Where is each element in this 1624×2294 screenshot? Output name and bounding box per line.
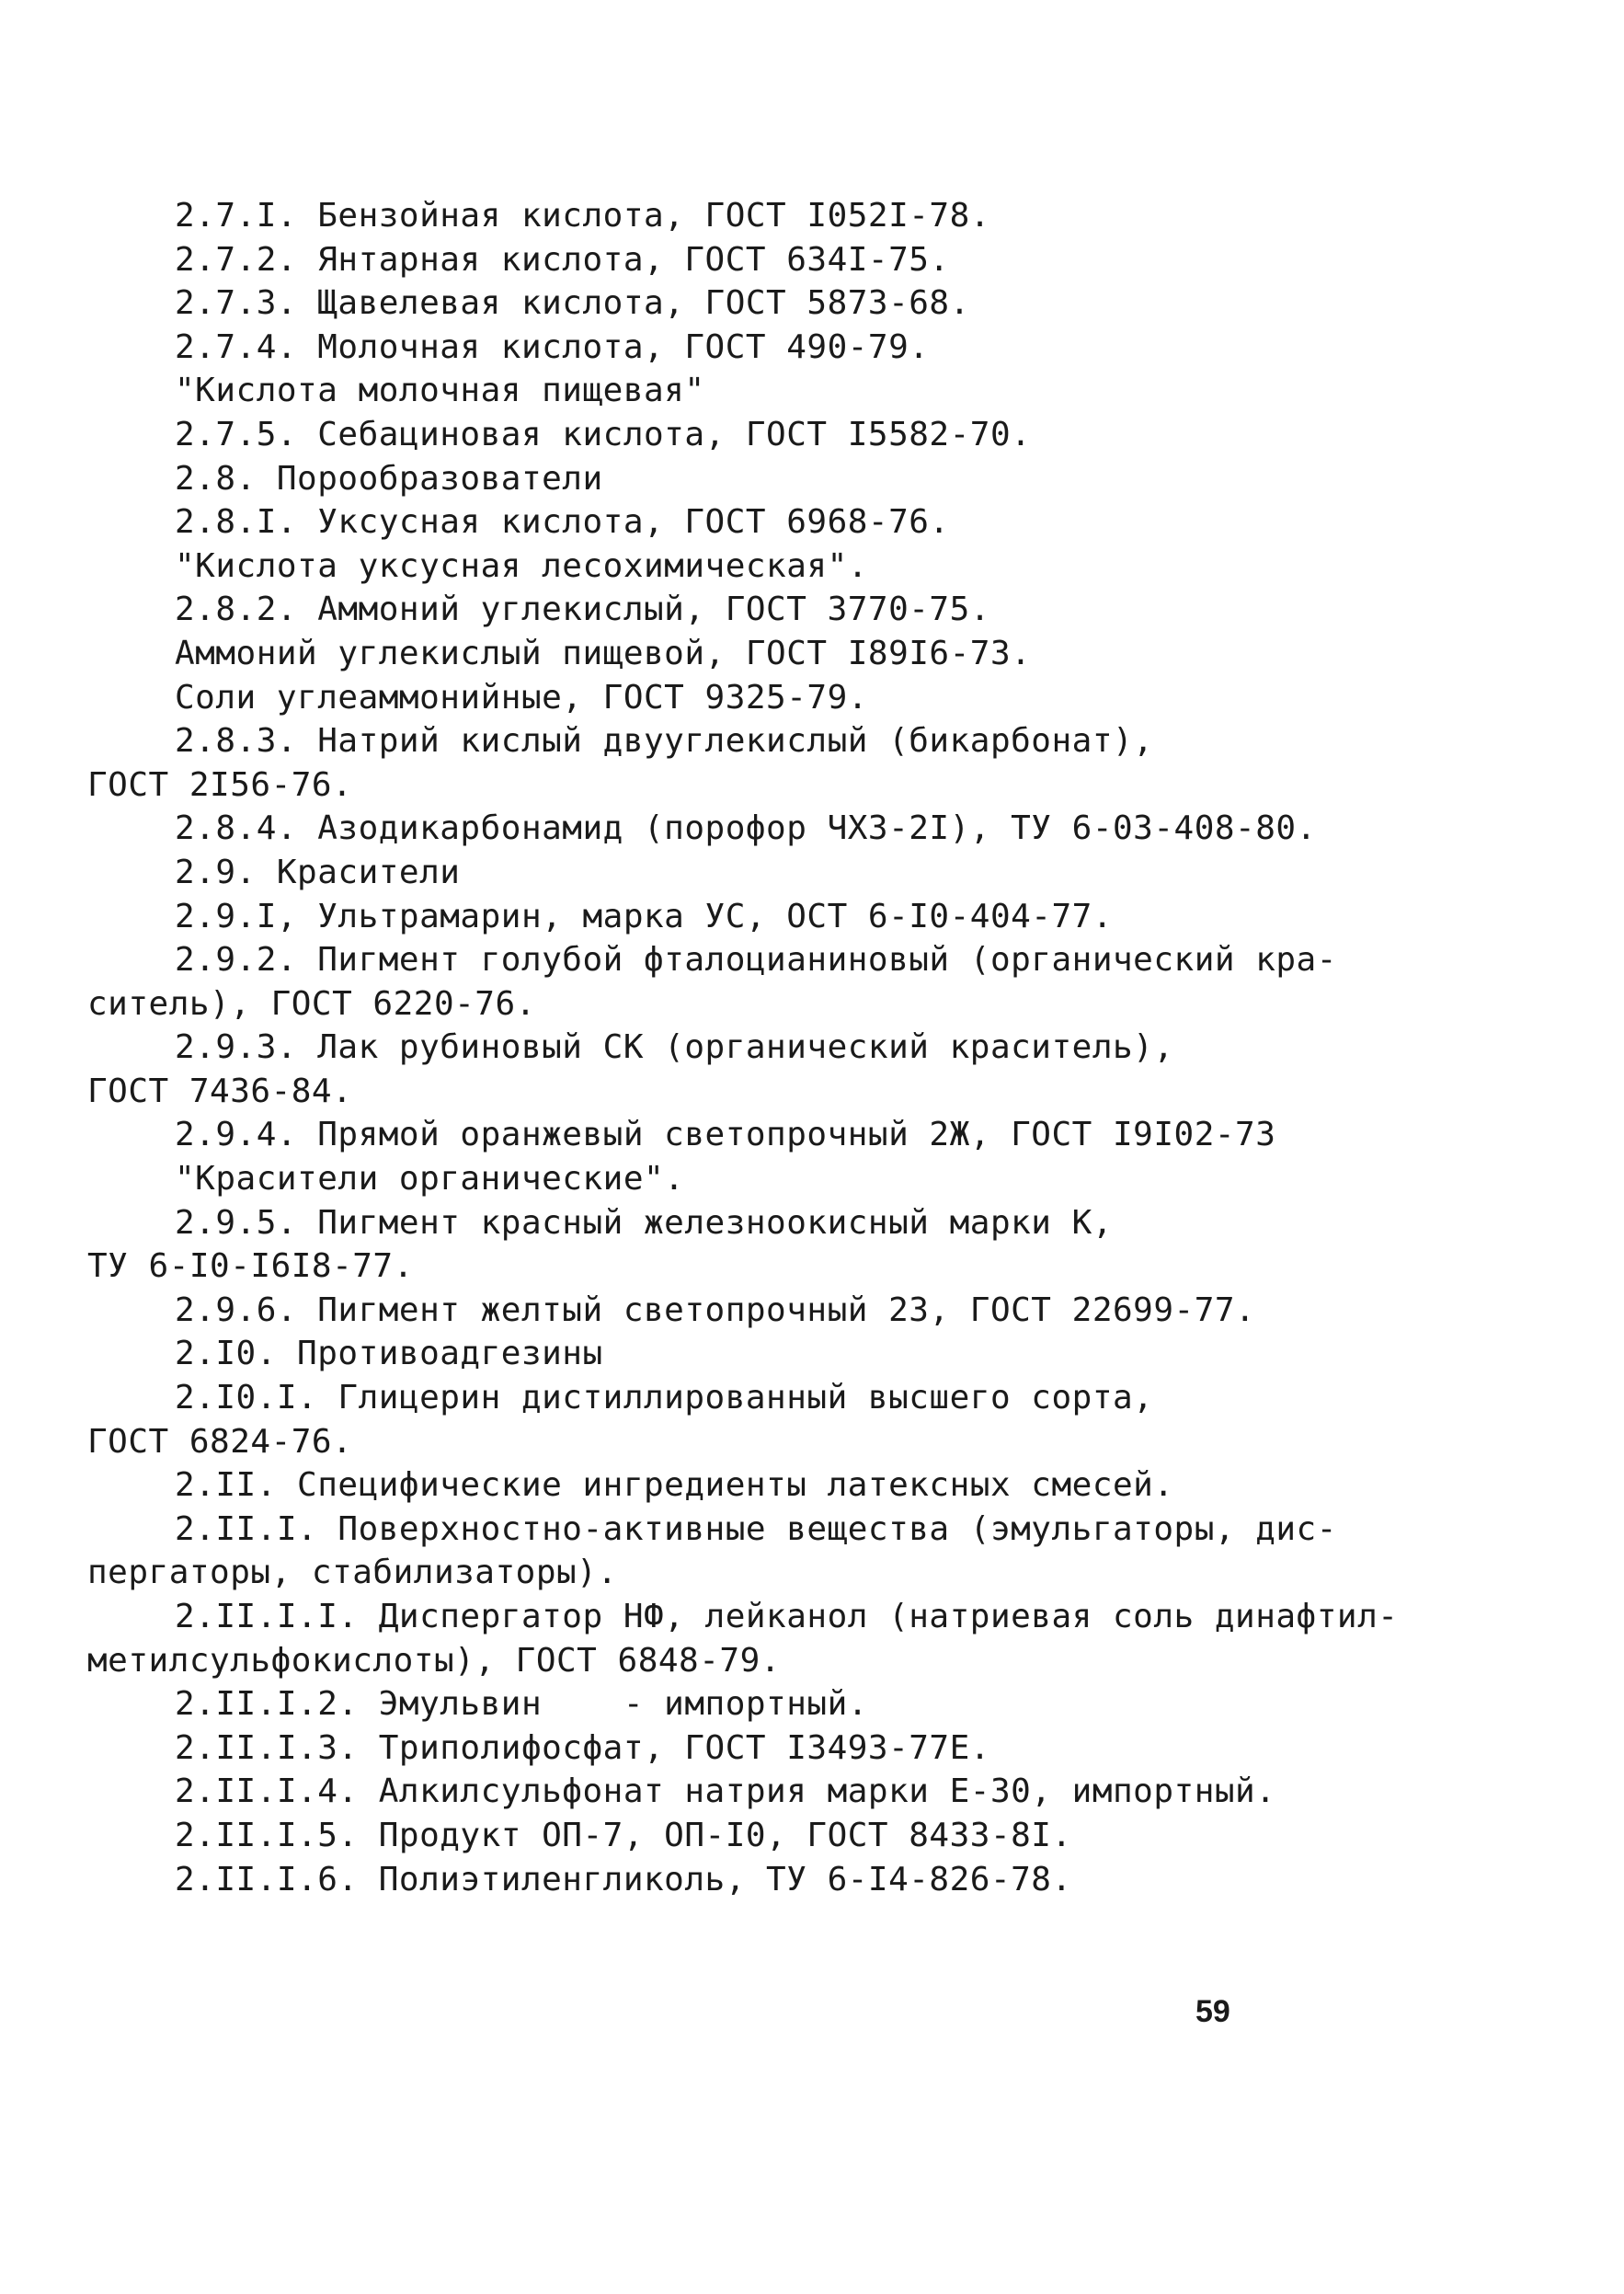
text-line: 2.8.2. Аммоний углекислый, ГОСТ 3770-75.	[175, 591, 990, 629]
page-number: 59	[1195, 1994, 1230, 2029]
text-line: 2.7.I. Бензойная кислота, ГОСТ I052I-78.	[175, 197, 990, 235]
text-line: "Кислота молочная пищевая"	[175, 372, 705, 410]
text-line: 2.8.4. Азодикарбонамид (порофор ЧХЗ-2I), ТУ 6-03-408-80.	[175, 809, 1317, 848]
text-line: Аммоний углекислый пищевой, ГОСТ I89I6-73.	[175, 634, 1032, 672]
text-line: ТУ 6-I0-I6I8-77.	[87, 1247, 414, 1286]
text-line: 2.II.I.4. Алкилсульфонат натрия марки Е-30, импортный.	[175, 1772, 1276, 1811]
text-line: ГОСТ 6824-76.	[87, 1422, 353, 1461]
text-line: 2.9.4. Прямой оранжевый светопрочный 2Ж, ГОСТ I9I02-73	[175, 1116, 1276, 1154]
text-line: 2.9.6. Пигмент желтый светопрочный 23, ГОСТ 22699-77.	[175, 1290, 1256, 1329]
text-line: "Кислота уксусная лесохимическая".	[175, 546, 868, 585]
text-line: пергаторы, стабилизаторы).	[87, 1554, 618, 1592]
text-line: "Красители органические".	[175, 1160, 685, 1199]
text-line: ГОСТ 7436-84.	[87, 1072, 353, 1110]
text-line: 2.II.I.2. Эмульвин - импортный.	[175, 1685, 868, 1724]
text-line: 2.I0. Противоадгезины	[175, 1335, 603, 1373]
text-line: 2.II.I.I. Диспергатор НФ, лейканол (натриевая соль динафтил-	[175, 1598, 1399, 1635]
text-line: 2.II. Специфические ингредиенты латексных смесей.	[175, 1466, 1174, 1505]
text-line: 2.9.5. Пигмент красный железноокисный марки К,	[175, 1203, 1113, 1242]
document-body	[0, 194, 1624, 1901]
text-line: ГОСТ 2I56-76.	[87, 765, 353, 804]
text-line: 2.7.2. Янтарная кислота, ГОСТ 634I-75.	[175, 240, 950, 279]
text-line: 2.7.5. Себациновая кислота, ГОСТ I5582-70.	[175, 415, 1032, 453]
text-line: 2.II.I.5. Продукт ОП-7, ОП-I0, ГОСТ 8433-8I.	[175, 1816, 1072, 1854]
text-line: 2.7.4. Молочная кислота, ГОСТ 490-79.	[175, 327, 930, 366]
text-line: 2.8. Порообразователи	[175, 459, 603, 498]
text-line: 2.8.I. Уксусная кислота, ГОСТ 6968-76.	[175, 503, 950, 542]
text-line: 2.II.I. Поверхностно-активные вещества (эмульгаторы, дис-	[175, 1509, 1337, 1548]
text-line: 2.9.2. Пигмент голубой фталоцианиновый (органический кра-	[175, 941, 1337, 980]
text-line: 2.8.3. Натрий кислый двууглекислый (бикарбонат),	[175, 722, 1154, 761]
text-line: 2.II.I.3. Триполифосфат, ГОСТ I3493-77Е.	[175, 1728, 990, 1767]
text-line: 2.I0.I. Глицерин дистиллированный высшего сорта,	[175, 1379, 1154, 1417]
text-line: Соли углеаммонийные, ГОСТ 9325-79.	[175, 678, 868, 717]
text-line: 2.II.I.6. Полиэтиленгликоль, ТУ 6-I4-826-78.	[175, 1860, 1072, 1898]
text-line: 2.9.3. Лак рубиновый СК (органический краситель),	[175, 1028, 1174, 1067]
text-line: 2.9.I, Ультрамарин, марка УС, ОСТ 6-I0-404-77.	[175, 897, 1113, 935]
text-line: ситель), ГОСТ 6220-76.	[87, 984, 536, 1023]
text-line: метилсульфокислоты), ГОСТ 6848-79.	[87, 1641, 781, 1680]
text-line: 2.9. Красители	[175, 853, 461, 891]
text-line: 2.7.3. Щавелевая кислота, ГОСТ 5873-68.	[175, 284, 970, 323]
